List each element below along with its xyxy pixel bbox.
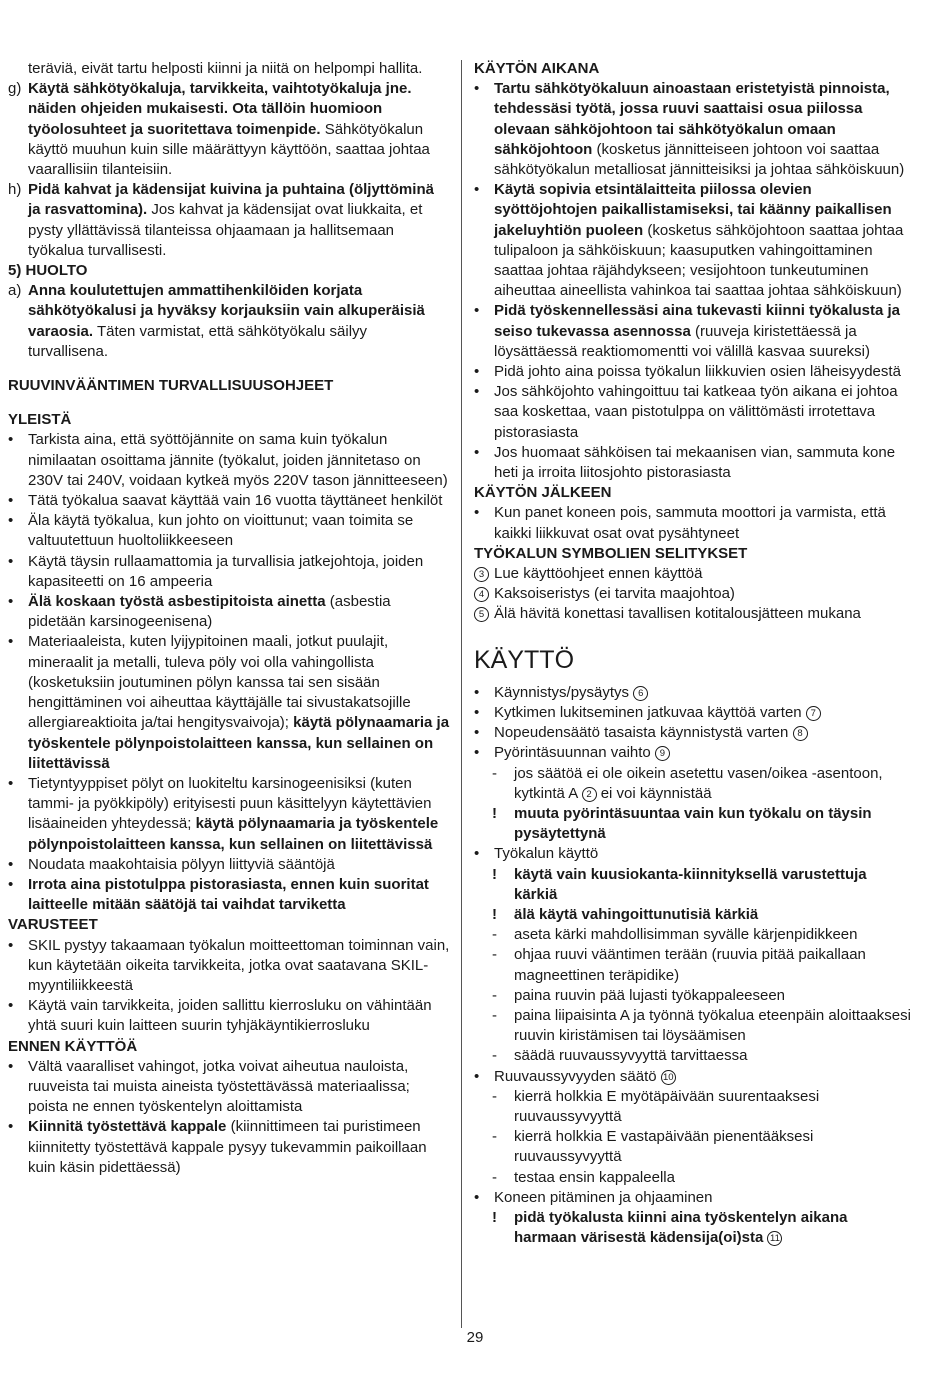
- dash-marker: -: [492, 1128, 497, 1146]
- ref-number-2: 2: [582, 787, 597, 802]
- varusteet-heading: VARUSTEET: [8, 916, 98, 934]
- kaytto-item-4-text: Pyörintäsuunnan vaihto: [494, 744, 655, 762]
- item-g-marker: g): [8, 80, 22, 98]
- yleista-item-4-text: Käytä täysin rullaamattomia ja turvallisia jatkejohtoja, joiden kapasiteetti on 16 ampeeria: [28, 552, 424, 590]
- yleista-item-2: [8, 491, 450, 511]
- yleista-item-7-bold: käytä pölynaamaria ja työskentele pölynpoistolaitteen kanssa, kun sellainen on liitettävissä: [28, 815, 439, 853]
- aikana-item-5: [474, 382, 914, 443]
- symbol-number-4: 4: [474, 587, 489, 602]
- item-h: [8, 180, 450, 261]
- kaytto-item-3: [474, 723, 914, 743]
- yleista-item-9: [8, 875, 450, 915]
- left-column: [8, 59, 450, 1178]
- kaytto-item-5: [474, 844, 914, 864]
- jalkeen-item-1-text: Kun panet koneen pois, sammuta moottori ja varmista, että kaikki liikkuvat osat ovat pysähtyneet: [494, 504, 886, 542]
- kaytto-item-5-warning-2-text: älä käytä vahingoittunutisiä kärkiä: [514, 905, 759, 923]
- symbol-item-5-text: Älä hävitä konettasi tavallisen kotitalousjätteen mukana: [494, 605, 861, 623]
- kaytto-item-5-sub-2-text: ohjaa ruuvi vääntimen terään (ruuvia pitää paikallaan magneettinen teräpidike): [514, 946, 866, 984]
- yleista-item-9-bold: Irrota aina pistotulppa pistorasiasta, ennen kuin suoritat laitteelle mitään säätöjä tai vaihdat tarviketta: [28, 875, 429, 914]
- aikana-item-1-text: (kosketus jännitteiseen johtoon voi saattaa sähkötyökalun metalliosat jännitteisiksi ja johtaa sähköiskuun): [494, 140, 905, 179]
- section-heading: RUUVINVÄÄNTIMEN TURVALLISUUSOHJEET: [8, 377, 334, 395]
- ref-number-11: 11: [767, 1231, 782, 1246]
- ennen-item-1-text: Vältä vaaralliset vahingot, jotka voivat aiheutua nauloista, ruuveista tai muista aineista työstettävässä materiaalissa; poista ne ennen työskentelyn aloittamista: [28, 1057, 410, 1116]
- kaytto-item-6-sub-3: [474, 1168, 914, 1188]
- ennen-heading: ENNEN KÄYTTÖÄ: [8, 1037, 138, 1055]
- huolto-heading: 5) HUOLTO: [8, 262, 88, 280]
- kaytto-title: KÄYTTÖ: [474, 645, 575, 674]
- kaytto-item-6-sub-2-text: kierrä holkkia E vastapäivään pienentääksesi ruuvaussyvyyttä: [514, 1128, 814, 1166]
- column-divider: [461, 60, 462, 1328]
- item-a-bold: Anna koulutettujen ammattihenkilöiden korjata sähkötyökalusi ja hyväksy korjauksiin vain alkuperäisiä varaosia.: [28, 282, 425, 340]
- kaytto-item-5-sub-5-text: säädä ruuvaussyvyyttä tarvittaessa: [514, 1047, 748, 1065]
- aikana-item-3: [474, 301, 914, 362]
- kaytto-item-6: [474, 1067, 914, 1087]
- yleista-item-5-bold: Älä koskaan työstä asbestipitoista ainetta: [28, 593, 326, 611]
- yleista-item-6-text: Materiaaleista, kuten lyijypitoinen maali, jotkut puulajit, mineraalit ja metalli, tuleva pöly voi olla vahingollista (kosketuksiin joutuminen pölyn kanssa tai sen sisään hengittäminen voi aiheuttaa käyttäjälle tai sivustakatsojille allergiareaktioita ja/tai hengitysvaivoja);: [28, 633, 411, 732]
- varusteet-item-2: [8, 996, 450, 1036]
- kaytto-item-5-text: Työkalun käyttö: [494, 845, 599, 863]
- dash-marker: -: [492, 764, 497, 782]
- dash-marker: -: [492, 1047, 497, 1065]
- item-h-text: Jos kahvat ja kädensijat ovat liukkaita, et pysty yllättävissä tilanteissa ohjaamaan ja hallitsemaan työkalua turvallisesti.: [28, 201, 423, 259]
- aikana-item-4: [474, 362, 914, 382]
- symbol-number-3: 3: [474, 567, 489, 582]
- jalkeen-item-1: [474, 503, 914, 543]
- kaytto-item-7-warning-text: pidä työkalusta kiinni aina työskentelyn aikana harmaan värisestä kädensija(oi)sta: [514, 1208, 848, 1247]
- kaytto-item-4-sub-1-text-a: jos säätöä ei ole oikein asetettu vasen/oikea -asentoon, kytkintä A: [514, 764, 883, 802]
- symbol-number-5: 5: [474, 607, 489, 622]
- kaytto-item-4: [474, 743, 914, 763]
- dash-marker: -: [492, 1006, 497, 1024]
- item-a: [8, 281, 450, 362]
- ennen-item-2-text: (kiinnittimeen tai puristimeen kiinnitetty työstettävä kappale pysyy tukevammin paikoillaan kuin käsin pidettäessä): [28, 1118, 427, 1176]
- kaytto-item-7-warning: [474, 1208, 914, 1248]
- aikana-item-6-text: Jos huomaat sähköisen tai mekaanisen vian, sammuta kone heti ja irroita liitosjohto pistorasiasta: [494, 443, 896, 482]
- aikana-item-2-text: (kosketus sähköjohtoon saattaa johtaa tulipaloon ja sähköiskuun; kaasuputken vahingoittaminen saattaa johtaa räjähdykseen; vesijohtoon tunkeutuminen aiheuttaa aineellista vahinkoa tai saattaa johtaa sähköiskuun): [494, 221, 904, 300]
- kaytto-item-6-sub-2: [474, 1127, 914, 1167]
- kaytto-item-5-warning-1: [474, 865, 914, 905]
- kaytto-item-5-sub-3-text: paina ruuvin pää lujasti työkappaleeseen: [514, 986, 786, 1004]
- symbol-item-3: [474, 564, 914, 584]
- kaytto-item-7: [474, 1188, 914, 1208]
- ennen-item-2-bold: Kiinnitä työstettävä kappale: [28, 1118, 227, 1136]
- aikana-item-1: [474, 79, 914, 180]
- yleista-item-3: [8, 511, 450, 551]
- symbol-item-4-text: Kaksoiseristys (ei tarvita maajohtoa): [494, 585, 735, 603]
- symbol-item-5: [474, 604, 914, 624]
- yleista-item-7-text: Tietyntyyppiset pölyt on luokiteltu karsinogeenisiksi (kuten tammi- ja pyökkipöly) erityisesti puun käsittelyyn käytettävien lisäaineiden yhteydessä;: [28, 774, 432, 833]
- dash-marker: -: [492, 986, 497, 1004]
- jalkeen-heading: KÄYTÖN JÄLKEEN: [474, 484, 612, 502]
- kaytto-item-4-sub-1: [474, 764, 914, 804]
- kaytto-item-1-text: Käynnistys/pysäytys: [494, 683, 634, 701]
- kaytto-item-5-sub-4: [474, 1006, 914, 1046]
- item-g-bold: Käytä sähkötyökaluja, tarvikkeita, vaihtotyökaluja jne. näiden ohjeiden mukaisesti. Ota tällöin huomioon työolosuhteet ja suoritettava toimenpide.: [28, 80, 412, 138]
- dash-marker: -: [492, 946, 497, 964]
- yleista-item-5: [8, 592, 450, 632]
- ennen-item-2: [8, 1117, 450, 1178]
- kaytto-item-4-warning-text: muuta pyörintäsuuntaa vain kun työkalu on täysin pysäytettynä: [514, 804, 872, 843]
- item-h-bold: Pidä kahvat ja kädensijat kuivina ja puhtaina (öljyttöminä ja rasvattomina).: [28, 181, 434, 219]
- ref-number-8: 8: [793, 726, 808, 741]
- warning-marker: !: [492, 1208, 497, 1226]
- kaytto-item-5-sub-3: [474, 986, 914, 1006]
- kaytto-item-5-sub-4-text: paina liipaisinta A ja työnnä työkalua eteenpäin aloittaaksesi ruuvin kiristämisen tai löysäämisen: [514, 1006, 911, 1045]
- intro-continuation: teräviä, eivät tartu helposti kiinni ja niitä on helpompi hallita.: [28, 60, 423, 77]
- yleista-item-7: [8, 774, 450, 855]
- kaytto-item-6-sub-3-text: testaa ensin kappaleella: [514, 1168, 675, 1186]
- aikana-item-5-text: Jos sähköjohto vahingoittuu tai katkeaa työn aikana ei johtoa saa koskettaa, vaan pistotulppa on välittömästi irrotettava pistorasiasta: [494, 383, 898, 441]
- aikana-item-3-text: (ruuveja kiristettäessä ja löysättäessä reaktiomomentti voi välillä kasvaa suureksi): [494, 322, 870, 360]
- kaytto-item-5-warning-2: [474, 905, 914, 925]
- item-a-marker: a): [8, 282, 22, 300]
- kaytto-item-6-text: Ruuvaussyvyyden säätö: [494, 1067, 661, 1085]
- aikana-item-2: [474, 180, 914, 301]
- kaytto-item-6-sub-1-text: kierrä holkkia E myötäpäivään suurentaaksesi ruuvaussyvyyttä: [514, 1087, 820, 1125]
- ref-number-7: 7: [806, 706, 821, 721]
- kaytto-item-3-text: Nopeudensäätö tasaista käynnistystä varten: [494, 724, 793, 742]
- warning-marker: !: [492, 905, 497, 923]
- yleista-item-3-text: Äla käytä työkalua, kun johto on vioittunut; vaan toimita se valtuutettuun huoltoliikkeeseen: [28, 512, 414, 550]
- varusteet-item-1-text: SKIL pystyy takaamaan työkalun moitteettoman toiminnan vain, kun käytetään oikeita tarvikkeita, jotka ovat saatavana SKIL-myyntiliikkeestä: [28, 936, 450, 994]
- item-a-text: Täten varmistat, että sähkötyökalu säilyy turvallisena.: [28, 322, 368, 360]
- yleista-item-6-bold: käytä pölynaamaria ja työskentele pölynpoistolaitteen kanssa, kun sellainen on liitettävissä: [28, 714, 450, 772]
- ref-number-9: 9: [655, 746, 670, 761]
- aikana-item-6: [474, 443, 914, 483]
- kaytto-item-5-warning-1-text: käytä vain kuusiokanta-kiinnityksellä varustettuja kärkiä: [514, 865, 867, 903]
- kaytto-item-4-warning: [474, 804, 914, 844]
- yleista-item-8: [8, 855, 450, 875]
- varusteet-item-2-text: Käytä vain tarvikkeita, joiden sallittu kierrosluku on vähintään yhtä suuri kuin laitteen suurin tyhjäkäyntikierrosluku: [28, 997, 432, 1035]
- yleista-item-1-text: Tarkista aina, että syöttöjännite on sama kuin työkalun nimilaatan osoittama jännite (työkalut, joiden jännitetaso on 230V tai 240V, voidaan kytkeä myös 220V tason jännitteeseen): [28, 431, 448, 489]
- ref-number-6: 6: [633, 686, 648, 701]
- dash-marker: -: [492, 926, 497, 944]
- item-h-marker: h): [8, 181, 22, 199]
- aikana-item-4-text: Pidä johto aina poissa työkalun liikkuvien osien läheisyydestä: [494, 363, 901, 381]
- yleista-heading: YLEISTÄ: [8, 411, 72, 429]
- kaytto-item-4-sub-1-text-b: ei voi käynnistää: [596, 784, 712, 802]
- aikana-item-3-bold: Pidä työskennellessäsi aina tukevasti kiinni työkalusta ja seiso tukevassa asennossa: [494, 302, 901, 340]
- kaytto-item-5-sub-2: [474, 945, 914, 985]
- kaytto-item-5-sub-1: [474, 925, 914, 945]
- yleista-item-8-text: Noudata maakohtaisia pölyyn liittyviä sääntöjä: [28, 855, 335, 873]
- right-column: [474, 59, 914, 1248]
- kaytto-item-5-sub-1-text: aseta kärki mahdollisimman syvälle kärjenpidikkeen: [514, 926, 858, 944]
- symbol-item-4: [474, 584, 914, 604]
- aikana-item-1-bold: Tartu sähkötyökaluun ainoastaan eristetyistä pinnoista, tehdessäsi työtä, jossa ruuvi saattaisi osua piilossa olevaan sähköjohtoon tai sähkötyökalun omaan sähköjohtoon: [494, 80, 890, 158]
- yleista-item-4: [8, 552, 450, 592]
- dash-marker: -: [492, 1168, 497, 1186]
- yleista-item-1: [8, 430, 450, 491]
- kaytto-item-5-sub-5: [474, 1046, 914, 1066]
- dash-marker: -: [492, 1087, 497, 1105]
- page-number: 29: [466, 1329, 484, 1346]
- aikana-item-2-bold: Käytä sopivia etsintälaitteita piilossa olevien syöttöjohtojen paikallistamiseksi, tai käänny paikallisen jakeluyhtiön puoleen: [494, 181, 892, 239]
- varusteet-item-1: [8, 936, 450, 997]
- yleista-item-2-text: Tätä työkalua saavat käyttää vain 16 vuotta täyttäneet henkilöt: [28, 492, 443, 510]
- kaytto-item-7-text: Koneen pitäminen ja ohjaaminen: [494, 1188, 713, 1206]
- kaytto-item-2-text: Kytkimen lukitseminen jatkuvaa käyttöä varten: [494, 703, 806, 721]
- item-g: [8, 79, 450, 180]
- aikana-heading: KÄYTÖN AIKANA: [474, 60, 600, 77]
- symbolit-heading: TYÖKALUN SYMBOLIEN SELITYKSET: [474, 544, 748, 562]
- ennen-item-1: [8, 1057, 450, 1118]
- item-g-text: Sähkötyökalun käyttö muuhun kuin sille määrättyyn käyttöön, saattaa johtaa vaarallisiin tilanteisiin.: [28, 120, 430, 179]
- kaytto-item-2: [474, 703, 914, 723]
- kaytto-item-1: [474, 683, 914, 703]
- yleista-item-5-text: (asbestia pidetään karsinogeenisena): [28, 593, 391, 631]
- ref-number-10: 10: [661, 1070, 676, 1085]
- yleista-item-6: [8, 632, 450, 773]
- symbol-item-3-text: Lue käyttöohjeet ennen käyttöä: [494, 565, 703, 583]
- kaytto-item-6-sub-1: [474, 1087, 914, 1127]
- warning-marker: !: [492, 865, 497, 883]
- warning-marker: !: [492, 804, 497, 822]
